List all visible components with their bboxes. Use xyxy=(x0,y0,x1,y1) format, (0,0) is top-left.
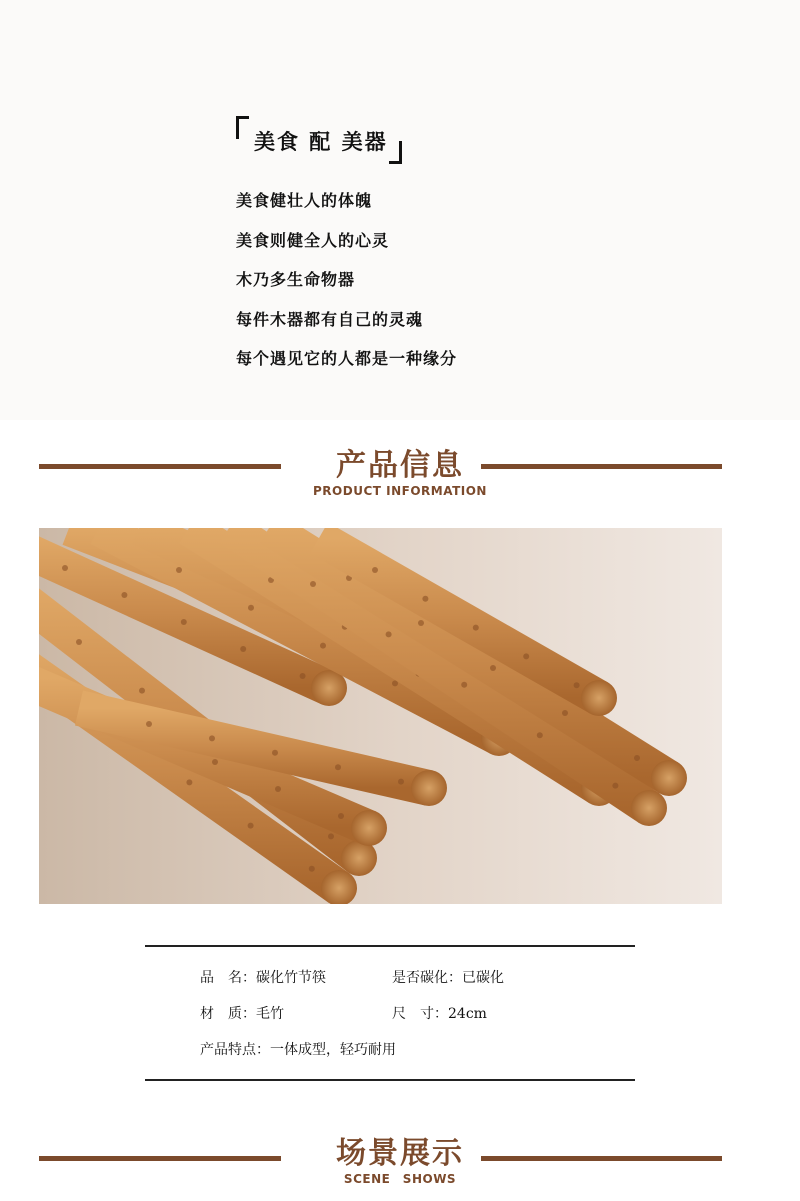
bamboo-node xyxy=(574,682,580,688)
section-subtitle: SCENE SHOWS xyxy=(343,1172,457,1186)
section-subtitle: PRODUCT INFORMATION xyxy=(313,484,487,498)
poem-line: 每件木器都有自己的灵魂 xyxy=(236,309,424,329)
bamboo-node xyxy=(537,732,543,738)
bamboo-node xyxy=(121,592,127,598)
bamboo-node xyxy=(212,759,218,765)
bamboo-node xyxy=(562,710,568,716)
section-title: 产品信息 xyxy=(336,448,464,483)
bamboo-node xyxy=(473,625,479,631)
bamboo-node xyxy=(422,596,428,602)
bamboo-node xyxy=(240,646,246,652)
intro-heading-text: 美食 配 美器 xyxy=(254,129,388,154)
bamboo-node xyxy=(612,783,618,789)
poem-line: 木乃多生命物器 xyxy=(236,270,356,289)
spec-name: 品 名：碳化竹节筷 xyxy=(200,970,326,986)
intro-poem xyxy=(236,188,457,386)
bamboo-node xyxy=(372,567,378,573)
product-info-header xyxy=(0,440,800,500)
bamboo-node xyxy=(490,665,496,671)
bamboo-node xyxy=(309,866,315,872)
bamboo-node xyxy=(320,643,326,649)
chopsticks-illustration xyxy=(39,528,722,904)
scene-header xyxy=(0,1130,800,1190)
bamboo-node xyxy=(209,735,215,741)
bamboo-node xyxy=(398,779,404,785)
bamboo-node xyxy=(328,833,334,839)
bamboo-node xyxy=(310,581,316,587)
section-title: 场景展示 xyxy=(336,1136,464,1171)
bamboo-node xyxy=(392,680,398,686)
bamboo-node xyxy=(248,823,254,829)
bamboo-node xyxy=(386,631,392,637)
poem-line: 每个遇见它的人都是一种缘分 xyxy=(236,349,458,368)
bamboo-node xyxy=(300,673,306,679)
chopstick-tip xyxy=(411,770,447,806)
bamboo-node xyxy=(335,764,341,770)
bamboo-node xyxy=(461,682,467,688)
poem-line: 美食则健全人的心灵 xyxy=(236,230,390,250)
chopstick-tip xyxy=(581,680,617,716)
spec-carbonized: 是否碳化：已碳化 xyxy=(392,970,504,986)
chopstick-tip xyxy=(651,760,687,796)
bracket-bottom-right xyxy=(389,141,402,164)
bamboo-node xyxy=(523,653,529,659)
product-photo xyxy=(39,528,722,904)
intro-panel xyxy=(0,0,800,420)
bamboo-node xyxy=(418,620,424,626)
bamboo-node xyxy=(186,779,192,785)
bamboo-node xyxy=(176,567,182,573)
bamboo-node xyxy=(62,565,68,571)
spec-material: 材 质：毛竹 xyxy=(200,1006,284,1022)
spec-feature: 产品特点：一体成型，轻巧耐用 xyxy=(200,1042,396,1058)
spec-top-rule xyxy=(145,945,635,947)
bamboo-node xyxy=(275,786,281,792)
bracket-top-left xyxy=(236,116,249,139)
bamboo-node xyxy=(634,755,640,761)
intro-heading xyxy=(236,116,402,164)
bamboo-node xyxy=(181,619,187,625)
bamboo-node xyxy=(338,813,344,819)
bamboo-node xyxy=(248,605,254,611)
chopstick-tip xyxy=(351,810,387,846)
bamboo-node xyxy=(76,639,82,645)
spec-bottom-rule xyxy=(145,1079,635,1081)
spec-size: 尺 寸：24cm xyxy=(392,1006,487,1022)
poem-line: 美食健壮人的体魄 xyxy=(236,191,373,210)
bamboo-node xyxy=(139,688,145,694)
bamboo-node xyxy=(272,750,278,756)
bamboo-node xyxy=(146,721,152,727)
chopstick-tip xyxy=(631,790,667,826)
